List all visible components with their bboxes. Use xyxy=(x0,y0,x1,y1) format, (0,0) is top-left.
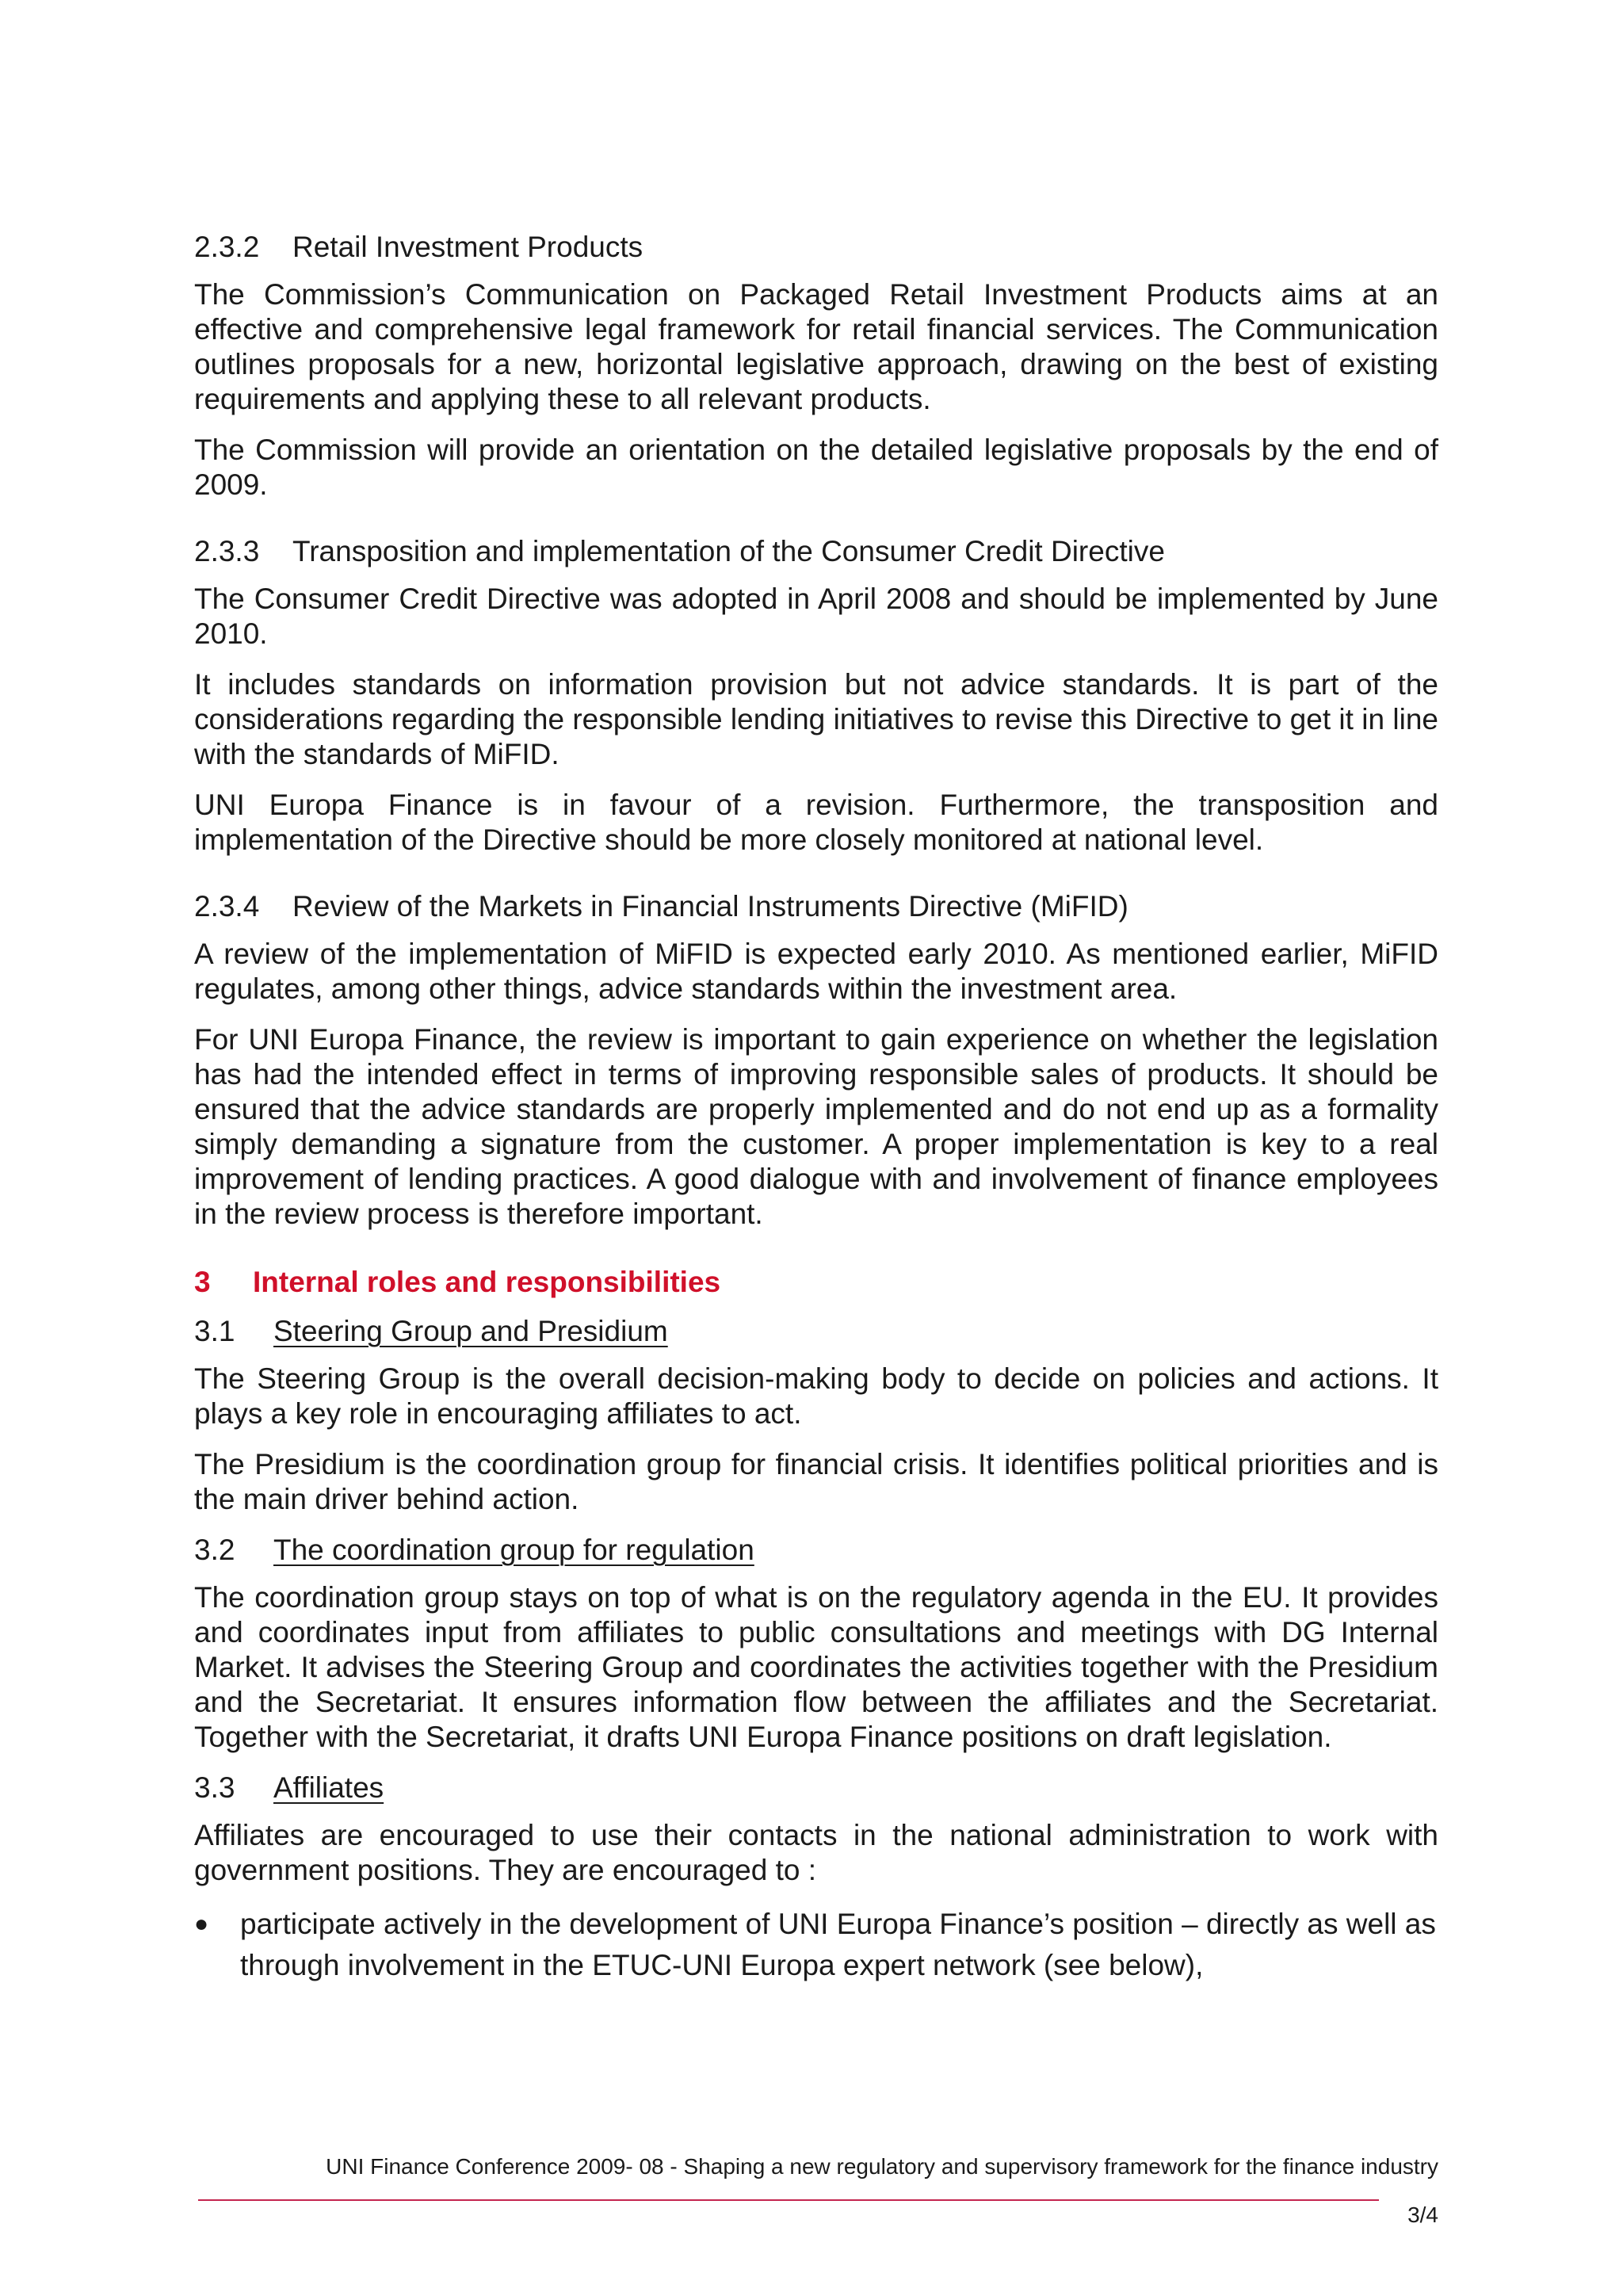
section-title: Internal roles and responsibilities xyxy=(253,1266,721,1298)
paragraph: The Presidium is the coordination group for financial crisis. It identifies political priorities and is the main driver behind action. xyxy=(194,1448,1438,1515)
paragraph: UNI Europa Finance is in favour of a revision. Furthermore, the transposition and implementation of the Directive should be more closely monitored at national level. xyxy=(194,789,1438,856)
paragraph: The Steering Group is the overall decision-making body to decide on policies and actions. It plays a key role in encouraging affiliates to act. xyxy=(194,1362,1438,1430)
paragraph: Affiliates are encouraged to use their contacts in the national administration to work with government positions. They are encouraged to : xyxy=(194,1819,1438,1886)
heading-number: 2.3.2 xyxy=(194,231,260,263)
heading-title: The coordination group for regulation xyxy=(273,1534,754,1566)
heading-2-3-4 xyxy=(194,889,1438,924)
footer-text: UNI Finance Conference 2009- 08 - Shaping a new regulatory and supervisory framework for the finance industry xyxy=(326,2154,1438,2179)
heading-3-3 xyxy=(194,1771,1438,1805)
paragraph: The Commission’s Communication on Packaged Retail Investment Products aims at an effective and comprehensive legal framework for retail financial services. The Communication outlines proposals for a new, horizontal legislative approach, drawing on the best of existing requirements and applying these to all relevant products. xyxy=(194,278,1438,415)
heading-number: 2.3.4 xyxy=(194,890,260,923)
heading-3-1 xyxy=(194,1314,1438,1349)
heading-3-2 xyxy=(194,1533,1438,1568)
footer-divider xyxy=(198,2199,1379,2201)
page-number: 3/4 xyxy=(1407,2202,1438,2227)
heading-number: 3.2 xyxy=(194,1534,235,1566)
list-item xyxy=(194,1904,1438,1986)
heading-2-3-2 xyxy=(194,230,1438,265)
paragraph: A review of the implementation of MiFID is expected early 2010. As mentioned earlier, MiFID regulates, among other things, advice standards within the investment area. xyxy=(194,938,1438,1005)
heading-2-3-3 xyxy=(194,534,1438,569)
heading-number: 2.3.3 xyxy=(194,535,260,567)
bullet-list xyxy=(194,1904,1438,1986)
bullet-icon: ● xyxy=(194,1911,209,1937)
paragraph: The coordination group stays on top of what is on the regulatory agenda in the EU. It provides and coordinates input from affiliates to public consultations and meetings with DG Internal Market. It advises the Steering Group and coordinates the activities together with the Presidium and the Secretariat. It ensures information flow between the affiliates and the Secretariat. Together with the Secretariat, it drafts UNI Europa Finance positions on draft legislation. xyxy=(194,1581,1438,1753)
heading-title: Transposition and implementation of the Consumer Credit Directive xyxy=(292,535,1165,567)
list-item-text: participate actively in the development of UNI Europa Finance’s position – directly as well as through involvement in the ETUC-UNI Europa expert network (see below), xyxy=(240,1908,1436,1981)
section-number: 3 xyxy=(194,1266,211,1298)
page-content xyxy=(194,230,1438,1986)
paragraph: The Consumer Credit Directive was adopted in April 2008 and should be implemented by June 2010. xyxy=(194,583,1438,650)
heading-title: Steering Group and Presidium xyxy=(273,1315,668,1347)
heading-title: Retail Investment Products xyxy=(292,231,643,263)
heading-title: Affiliates xyxy=(273,1771,384,1804)
paragraph: It includes standards on information provision but not advice standards. It is part of the considerations regarding the responsible lending initiatives to revise this Directive to get it in line with the standards of MiFID. xyxy=(194,668,1438,770)
heading-number: 3.1 xyxy=(194,1315,235,1347)
section-heading-3 xyxy=(194,1265,1438,1300)
paragraph: For UNI Europa Finance, the review is important to gain experience on whether the legislation has had the intended effect in terms of improving responsible sales of products. It should be ensured that the advice standards are properly implemented and do not end up as a formality simply demanding a signature from the customer. A proper implementation is key to a real improvement of lending practices. A good dialogue with and involvement of finance employees in the review process is therefore important. xyxy=(194,1023,1438,1230)
heading-number: 3.3 xyxy=(194,1771,235,1804)
heading-title: Review of the Markets in Financial Instruments Directive (MiFID) xyxy=(292,890,1128,923)
paragraph: The Commission will provide an orientation on the detailed legislative proposals by the end of 2009. xyxy=(194,434,1438,501)
